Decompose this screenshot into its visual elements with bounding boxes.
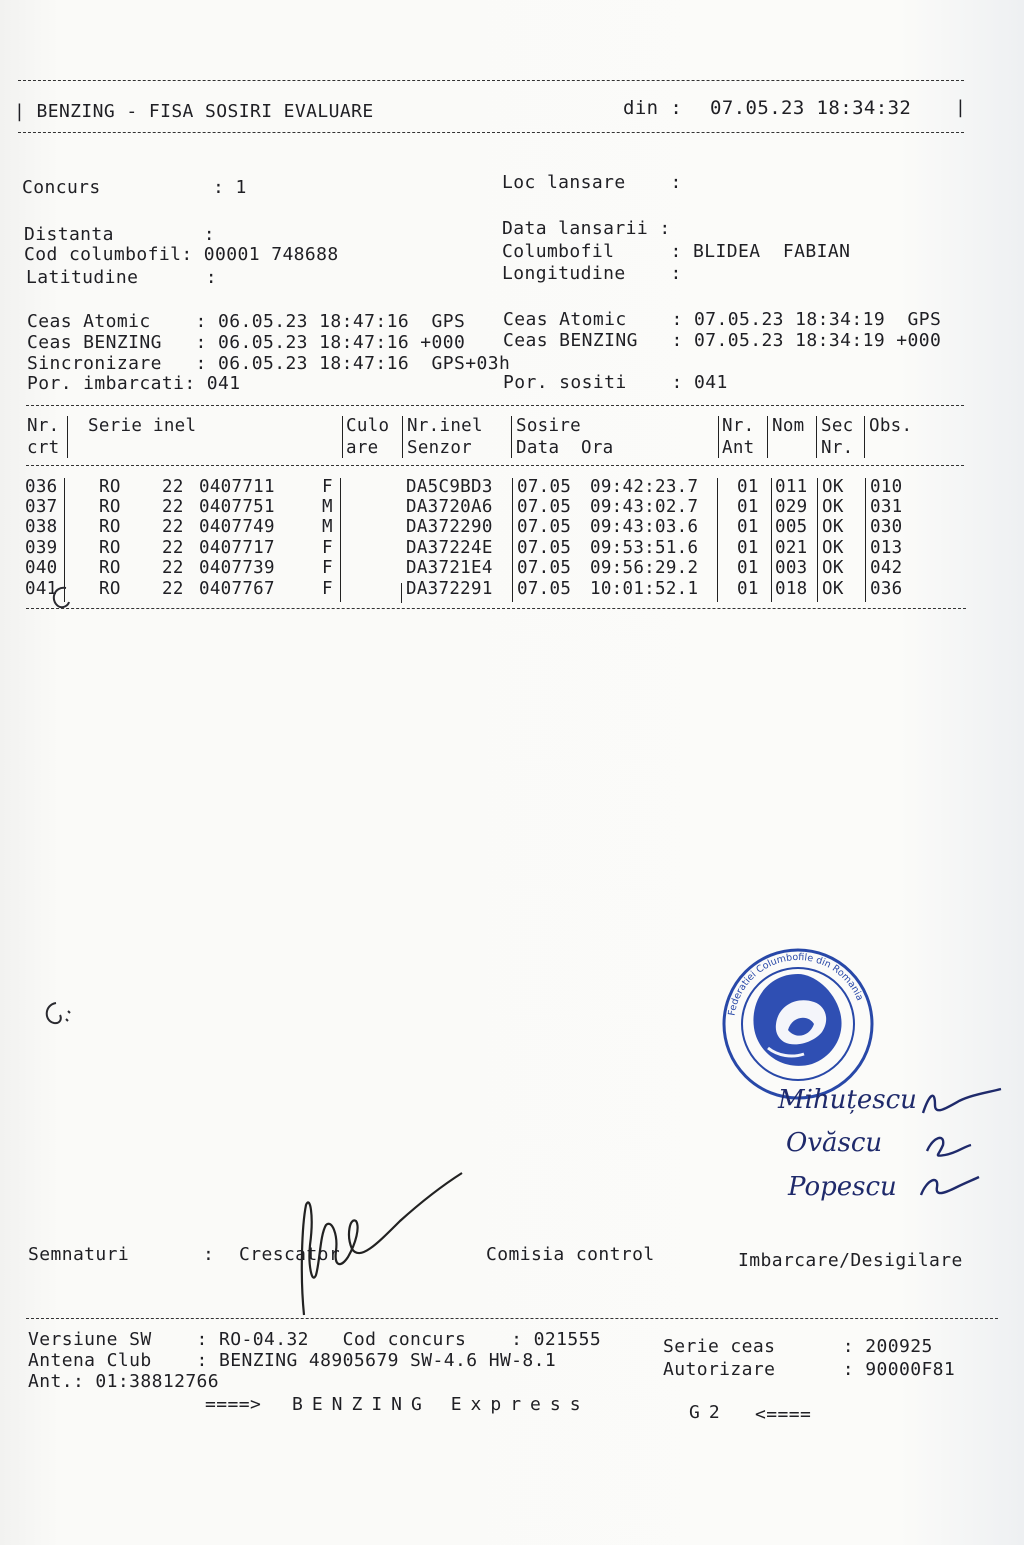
hdr-sep-3: [402, 416, 403, 458]
row-sec: OK: [822, 497, 844, 517]
row-tara: RO: [99, 558, 121, 578]
row-data: 07.05: [517, 558, 572, 578]
row-an: 22: [162, 477, 184, 497]
sincronizare-field: Sincronizare : 06.05.23 18:47:16 GPS+03h: [27, 353, 511, 374]
row-inel: 0407767: [199, 579, 275, 599]
row-ora: 09:43:02.7: [590, 497, 699, 517]
row-tara: RO: [99, 477, 121, 497]
row-crt: 036: [25, 477, 58, 497]
footer-rule: [26, 1318, 998, 1319]
body-sep-5: [717, 478, 718, 602]
express-model: G2: [689, 1402, 729, 1423]
body-sep-8: [865, 478, 866, 602]
row-sex: F: [322, 579, 333, 599]
row-sex: F: [322, 477, 333, 497]
body-sep-7: [817, 478, 818, 602]
por-imbarcati-field: Por. imbarcati: 041: [27, 373, 241, 394]
row-ant: 01: [737, 558, 759, 578]
col-sosire-label: Sosire: [516, 416, 582, 436]
comisia-control-label: Comisia control: [486, 1244, 655, 1265]
loc-lansare-field: Loc lansare :: [502, 172, 682, 193]
row-senzor: DA372291: [406, 579, 493, 599]
row-crt: 038: [25, 517, 58, 537]
row-nom: 011: [775, 477, 808, 497]
row-sec: OK: [822, 477, 844, 497]
row-crt: 040: [25, 558, 58, 578]
print-date-value: 07.05.23 18:34:32: [710, 97, 912, 119]
row-senzor: DA3721E4: [406, 558, 493, 578]
col-data-ora-label: Data Ora: [516, 438, 614, 458]
header-end-bar: |: [955, 97, 967, 118]
row-obs: 031: [870, 497, 903, 517]
row-inel: 0407711: [199, 477, 275, 497]
express-arrow-left: ====>: [205, 1394, 262, 1415]
row-ora: 09:56:29.2: [590, 558, 699, 578]
handwritten-name-3: Popescu: [788, 1172, 897, 1202]
signatures-label: Semnaturi: [28, 1244, 130, 1265]
row-data: 07.05: [517, 497, 572, 517]
distanta-field: Distanta :: [24, 224, 216, 245]
col-nrinel-label: Nr.inel: [407, 416, 483, 436]
hdr-sep-7: [816, 416, 817, 458]
row-ora: 09:42:23.7: [590, 477, 699, 497]
row-sec: OK: [822, 517, 844, 537]
stray-pen-mark: [44, 582, 78, 616]
row-ant: 01: [737, 517, 759, 537]
row-sex: F: [322, 558, 333, 578]
row-obs: 036: [870, 579, 903, 599]
hdr-sep-5: [718, 416, 719, 458]
row-nom: 029: [775, 497, 808, 517]
row-sex: M: [322, 497, 333, 517]
row-obs: 013: [870, 538, 903, 558]
row-tara: RO: [99, 497, 121, 517]
row-inel: 0407739: [199, 558, 275, 578]
ceas-benzing-start-field: Ceas BENZING : 06.05.23 18:47:16 +000: [27, 332, 466, 353]
row-data: 07.05: [517, 477, 572, 497]
row-sec: OK: [822, 538, 844, 558]
handwritten-name-1: Mihuțescu: [778, 1085, 917, 1115]
table-bottom-rule: [26, 608, 966, 609]
row-obs: 030: [870, 517, 903, 537]
row-senzor: DA37224E: [406, 538, 493, 558]
body-sep-6: [771, 478, 772, 602]
columbofil-field: Columbofil : BLIDEA FABIAN: [502, 241, 851, 262]
col-sec-label: Sec: [821, 416, 854, 436]
row-tara: RO: [99, 579, 121, 599]
row-senzor: DA3720A6: [406, 497, 493, 517]
row-tara: RO: [99, 517, 121, 537]
col-crt-label: crt: [27, 438, 60, 458]
row-ora: 09:53:51.6: [590, 538, 699, 558]
row-ant: 01: [737, 497, 759, 517]
table-header-rule: [26, 465, 964, 466]
row-ant: 01: [737, 477, 759, 497]
row-crt: 039: [25, 538, 58, 558]
stamp-text: Federatiei Columbofile din Romania: [726, 951, 866, 1017]
row-sex: F: [322, 538, 333, 558]
serie-ceas-line: Serie ceas : 200925: [663, 1336, 933, 1357]
concurs-field: Concurs : 1: [22, 177, 247, 198]
express-arrow-right: <====: [755, 1404, 812, 1425]
commission-signature-scribbles: [905, 1075, 1015, 1215]
federation-stamp-seal: [718, 944, 878, 1104]
autorizare-line: Autorizare : 90000F81: [663, 1359, 956, 1380]
col-senzor-label: Senzor: [407, 438, 473, 458]
row-an: 22: [162, 558, 184, 578]
body-sep-3: [401, 583, 402, 603]
hdr-sep-6: [767, 416, 768, 458]
hdr-sep-2: [342, 416, 343, 458]
crescator-label: Crescator: [239, 1244, 341, 1265]
row-an: 22: [162, 497, 184, 517]
body-sep-2: [340, 478, 341, 602]
row-sex: M: [322, 517, 333, 537]
row-obs: 010: [870, 477, 903, 497]
antena-club-line: Antena Club : BENZING 48905679 SW-4.6 HW-8.1: [28, 1350, 557, 1371]
row-tara: RO: [99, 538, 121, 558]
ceas-atomic-end-field: Ceas Atomic : 07.05.23 18:34:19 GPS: [503, 309, 942, 330]
hdr-sep-8: [864, 416, 865, 458]
handwritten-name-2: Ovăscu: [786, 1128, 883, 1158]
document-title: | BENZING - FISA SOSIRI EVALUARE: [14, 101, 374, 122]
stray-pen-mark-lower: [40, 995, 80, 1031]
row-ant: 01: [737, 579, 759, 599]
table-top-rule: [26, 405, 964, 406]
ceas-atomic-start-field: Ceas Atomic : 06.05.23 18:47:16 GPS: [27, 311, 466, 332]
row-ora: 10:01:52.1: [590, 579, 699, 599]
row-nom: 018: [775, 579, 808, 599]
col-ant-label: Ant: [722, 438, 755, 458]
header-bottom-rule: [18, 132, 964, 133]
row-obs: 042: [870, 558, 903, 578]
row-sec: OK: [822, 558, 844, 578]
row-crt: 041: [25, 579, 58, 599]
print-date-label: din :: [623, 97, 683, 119]
row-an: 22: [162, 538, 184, 558]
col-nr-label: Nr.: [27, 416, 60, 436]
row-nom: 021: [775, 538, 808, 558]
row-ant: 01: [737, 538, 759, 558]
col-obs-label: Obs.: [869, 416, 913, 436]
row-ora: 09:43:03.6: [590, 517, 699, 537]
row-sec: OK: [822, 579, 844, 599]
signatures-colon: :: [203, 1244, 215, 1265]
ceas-benzing-end-field: Ceas BENZING : 07.05.23 18:34:19 +000: [503, 330, 942, 351]
row-an: 22: [162, 579, 184, 599]
col-nr-ant-label: Nr.: [722, 416, 755, 436]
row-nom: 003: [775, 558, 808, 578]
header-top-rule: [18, 80, 964, 81]
row-data: 07.05: [517, 538, 572, 558]
row-inel: 0407751: [199, 497, 275, 517]
row-an: 22: [162, 517, 184, 537]
row-data: 07.05: [517, 517, 572, 537]
body-sep-4: [512, 478, 513, 602]
row-senzor: DA372290: [406, 517, 493, 537]
cod-columbofil-field: Cod columbofil: 00001 748688: [24, 244, 339, 265]
row-data: 07.05: [517, 579, 572, 599]
versiune-sw-line: Versiune SW : RO-04.32 Cod concurs : 021555: [28, 1329, 602, 1350]
col-are-label: are: [346, 438, 379, 458]
col-nom-label: Nom: [772, 416, 805, 436]
col-serie-label: Serie inel: [88, 416, 197, 436]
por-sositi-field: Por. sositi : 041: [503, 372, 728, 393]
col-sec-nr-label: Nr.: [821, 438, 854, 458]
latitudine-field: Latitudine :: [26, 267, 218, 288]
antena-number-line: Ant.: 01:38812766: [28, 1371, 220, 1392]
row-inel: 0407749: [199, 517, 275, 537]
express-brand: BENZING Express: [292, 1394, 590, 1415]
hdr-sep-4: [511, 416, 512, 458]
row-crt: 037: [25, 497, 58, 517]
hdr-sep-1: [67, 416, 68, 458]
longitudine-field: Longitudine :: [502, 263, 682, 284]
imbarcare-desigilare-label: Imbarcare/Desigilare: [738, 1250, 963, 1271]
row-inel: 0407717: [199, 538, 275, 558]
row-senzor: DA5C9BD3: [406, 477, 493, 497]
data-lansarii-field: Data lansarii :: [502, 218, 671, 239]
col-culo-label: Culo: [346, 416, 390, 436]
row-nom: 005: [775, 517, 808, 537]
